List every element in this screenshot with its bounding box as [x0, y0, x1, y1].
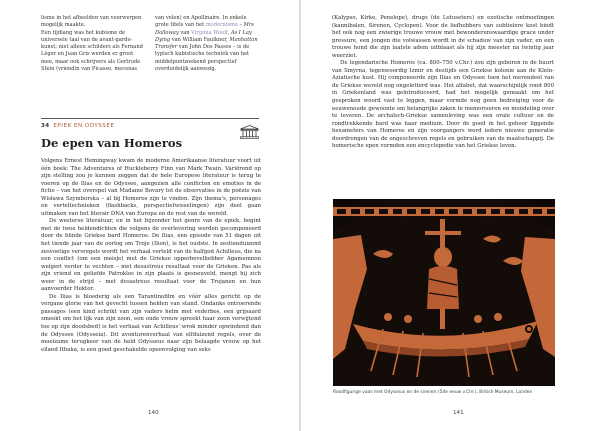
section-divider: [41, 118, 259, 119]
paragraph-5: De legendarische Homeros (ca. 800–750 v.Chr.) zou zijn geboren in de buurt van Smyrna, tegenwoordig Izmir en destijds een Griekse kolonie aan de Klein-Aziatische kust. Hij componeerde zijn Ilias en Odyssee toen het merendeel van de Griekse wereld nog ongeletterd was. Het alfabet, dat waarschijnlijk rond 800 in Griekenland was geïntroduceerd, had het mogelijk gemaakt om het gesproken woord vast te leggen, maar vormde nog geen bedreiging voor de eeuwenoude gewoonte om belangrijke zaken te memoriseren en mondeling over te leveren. De archaïsch-Griekse samenleving was een orale cultuur en de rondtrekkende bard was haar medium. Door de goed in het gehoor liggende hexameters van Homeros en zijn voorgangers werd iedere nieuwe generatie doordrongen van de ongeschreven regels en gebruiken van de maatschappij. De homerische epen vormden een encyclopedie van het Griekse leven.: [332, 60, 554, 150]
sidebar-text-8: van John Dos Passos – is de typisch kubistische techniek van het middelpuntzoekend perspectief overduidelijk aanwezig.: [155, 44, 250, 73]
paragraph-3: De Ilias is bloederig als een Tarantinofilm en vóór alles gericht op de vergane glorie van het gevecht tussen helden van stand. Ondanks ontroerende passages (een kind schrikt van zijn vaders helm met vederbos, een grijsaard smeekt om het lijk van zijn zoon, een oude vrouw spreekt haar zoon verwijtend toe op zijn doodsbed) is het verhaal van Achilleus' wrok minder opwindend dan de Odyssee (Odysseia). Dit avonturenverhaal van elfduizend regels, over de moeizame terugkeer van de held Odysseus naar zijn belaagde vrouw op het eiland Ithaka, is een goed geschakelde opeenvolging van seks: [41, 293, 261, 353]
sidebar-column-1: [41, 15, 145, 73]
running-head: [41, 123, 114, 129]
paragraph-2: De westerse literatuur, en in het bijzonder het genre van de epiek, begint met de twee heldendichten die volgens de overlevering werden gecomponeerd door de blinde Griekse bard Homeros. De Ilias, een episode van 51 dagen uit het tiende jaar van de oorlog om Troje (Ilion), is het oudste. In zestienduizend zesvoetige versregels wordt het verhaal verteld van de halfgod Achilleus, die na een conflict (om een meisje) met de Griekse opperbevelhebber Agamemnon weigert verder te vechten – met desastreus resultaat voor de Grieken. Pas als zijn vriend en geliefde Patroklos in zijn plaats is gesneuveld, mengt hij zich weer in de strijd – met desastreus resultaat voor de Trojanen en hun aanvoerder Hektor.: [41, 218, 261, 293]
sidebar-text-4: –: [237, 22, 244, 29]
paragraph-4: (Kalypso, Kirke, Penelope), drugs (de Lotuseters) en exotische ontmoetingen (kannibalen, Sirenen, Cyclopen). Voor de liefhebbers van subtielere kost biedt het ook nog een zwierige trouwe vrouw met bewonderenswaardige grace under pressure, een jongen die volwassen wordt in de schaduw van zijn vader, en een trouwe hond die zijn laatste adem uitblaast als hij zijn meester na twintig jaar weerziet.: [332, 15, 554, 59]
page-number-right: 141: [453, 410, 464, 416]
virginia-woolf-link[interactable]: Virginia Woolf: [191, 29, 228, 36]
title-as-i-lay-dying: As I Lay Dying: [155, 29, 252, 43]
temple-icon: [240, 125, 259, 139]
chapter-title: De epen van Homeros: [41, 136, 183, 150]
sidebar-columns: [41, 15, 259, 73]
left-body-text: [41, 158, 261, 354]
section-number: 34: [41, 123, 50, 129]
sidebar-text-6: ,: [227, 29, 231, 36]
modernisme-link[interactable]: modernisme: [205, 22, 238, 29]
paragraph-1: Volgens Ernest Hemingway kwam de moderne Amerikaanse literatuur voort uit één boek: The Adventures of Huckleberry Finn van Mark Twain. Variërend op zijn stelling zou je kunnen zeggen dat de hele Europese literatuur is terug te voeren op de Ilias en de Odyssee, aangezien alle conflicten en emoties in de fictie – van het overspel van Madame Bovary tot de observaties in de poëzie van Wisława Szymborska – al bij Homeros zijn te vinden. Zijn thema's, personages en verteltechnieken (flashbacks, perspectiefwisselingen) zijn deel gaan uitmaken van het literair DNA van Europa en de rest van de wereld.: [41, 158, 261, 217]
sidebar-text-1: lisme in het afbeelden van voorwerpen mogelijk maakte.: [41, 15, 142, 29]
sidebar-text-3: van velen) en Apollinaire. In enkele grote titels van het: [155, 15, 247, 29]
left-page: [0, 0, 299, 431]
image-caption: Roodfigurige vaas met Odysseus en de sirenen (5de eeuw v.Chr.), British Museum, Londen: [333, 390, 533, 395]
sidebar-text-5: van: [178, 29, 192, 36]
section-label: EPIEK EN ODYSSEE: [53, 123, 115, 129]
sidebar-text-2: Een tijdlang was het kubisme de universele taal van de avant-garde-kunst; niet alleen schilders als Fernand Léger en Juan Gris werden er groot mee, maar ook schrijvers als Gertrude Stein (vriendin van Picasso, mecenas: [41, 29, 143, 73]
odysseus-sirens-vase-image: [333, 199, 555, 386]
sidebar-text-7: van William Faulkner,: [170, 36, 230, 43]
page-number-left: 140: [148, 410, 159, 416]
title-mrs-dalloway: Mrs Dalloway: [155, 22, 254, 36]
right-body-text: [332, 15, 554, 151]
title-manhattan-transfer: Manhattan Transfer: [155, 36, 258, 51]
right-page: [301, 0, 600, 431]
sidebar-column-2: [155, 15, 259, 73]
